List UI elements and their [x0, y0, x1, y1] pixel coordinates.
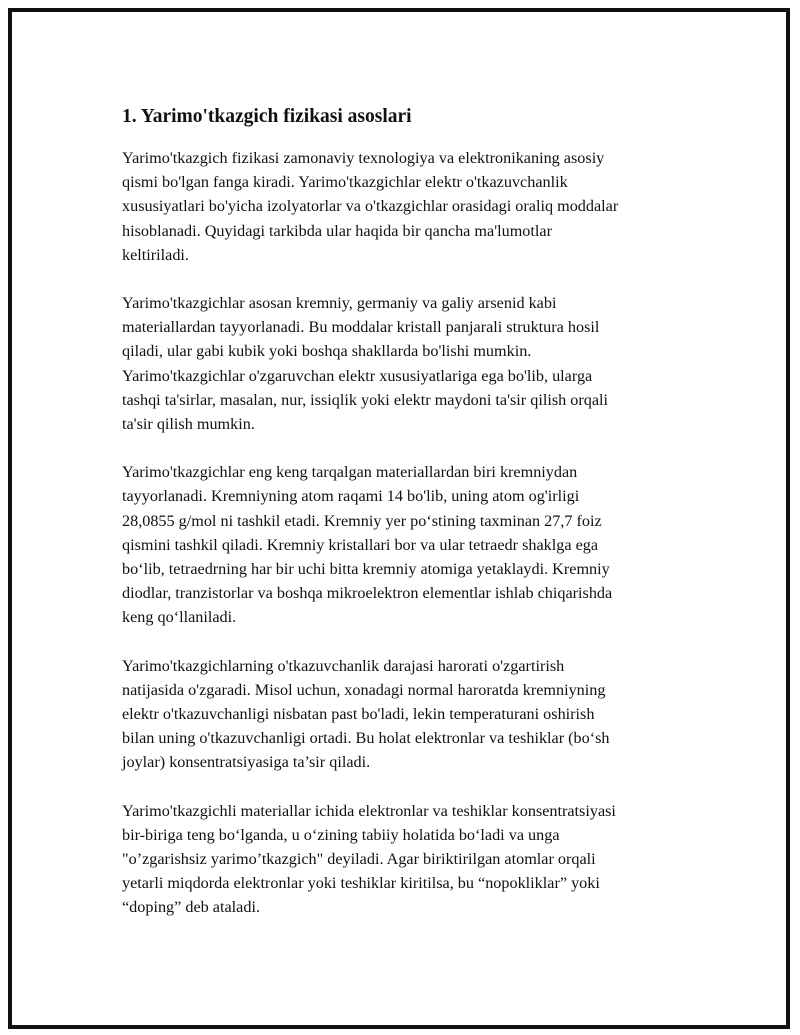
paragraph-silicon: Yarimo'tkazgichlar eng keng tarqalgan materiallardan biri kremniydan tayyorlanadi. Kremniyning atom raqami 14 bo'lib, uning atom og'irligi 28,0855 g/mol ni tashkil etadi. Kremniy yer po‘stining taxminan 27,7 foiz qismini tashkil qiladi. Kremniy kristallari bor va ular tetraedr shaklga ega bo‘lib, tetraedrning har bir uchi bitta kremniy atomiga yetaklaydi. Kremniy diodlar, tranzistorlar va boshqa mikroelektron elementlar ishlab chiqarishda keng qo‘llaniladi. [122, 463, 613, 627]
paragraph-materials: Yarimo'tkazgichlar asosan kremniy, germaniy va galiy arsenid kabi materiallardan tayyorlanadi. Bu moddalar kristall panjarali struktura hosil qiladi, ular gabi kubik yoki boshqa shakllarda bo'lishi mumkin. Yarimo'tkazgichlar o'zgaruvchan elektr xususiyatlariga ega bo'lib, ularga tashqi ta'sirlar, masalan, nur, issiqlik yoki elektr maydoni ta'sir qilish orqali ta'sir qilish mumkin. [122, 294, 609, 434]
section-heading: 1. Yarimo'tkazgich fizikasi asoslari [122, 106, 412, 127]
paragraph-intro: Yarimo'tkazgich fizikasi zamonaviy texnologiya va elektronikaning asosiy qismi bo'lgan fanga kiradi. Yarimo'tkazgichlar elektr o'tkazuvchanlik xususiyatlari bo'yicha izolyatorlar va o'tkazgichlar orasidagi oraliq moddalar hisoblanadi. Quyidagi tarkibda ular haqida bir qancha ma'lumotlar keltiriladi. [122, 149, 619, 264]
page-frame [8, 8, 790, 1029]
paragraph-doping: Yarimo'tkazgichli materiallar ichida elektronlar va teshiklar konsentratsiyasi bir-biriga teng bo‘lganda, u o‘zining tabiiy holatida bo‘ladi va unga "o’zgarishsiz yarimo’tkazgich" deyiladi. Agar biriktirilgan atomlar orqali yetarli miqdorda elektronlar yoki teshiklar kiritilsa, bu “nopokliklar” yoki “doping” deb ataladi. [122, 801, 616, 917]
paragraph-conductivity: Yarimo'tkazgichlarning o'tkazuvchanlik darajasi harorati o'zgartirish natijasida o'zgaradi. Misol uchun, xonadagi normal haroratda kremniyning elektr o'tkazuvchanligi nisbatan past bo'ladi, lekin temperaturani oshirish bilan uning o'tkazuvchanligi ortadi. Bu holat elektronlar va teshiklar (bo‘sh joylar) konsentratsiyasiga ta’sir qiladi. [122, 656, 610, 772]
document-body [122, 104, 707, 944]
